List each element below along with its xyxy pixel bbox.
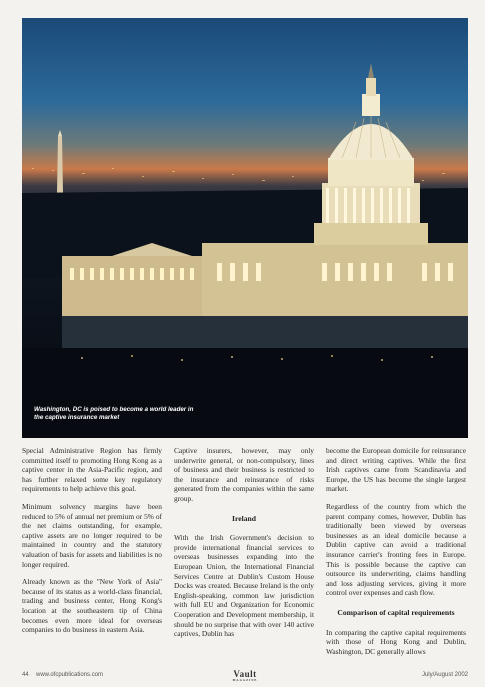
logo-text: Vault <box>233 669 257 679</box>
paragraph: Regardless of the country from which the parent company comes, however, Dublin has traditionally been viewed by overseas businesses as an ideal domicile because a Dublin captive can avoid a traditional insurance carrier's fronting fees in Europe. This is possible because the captive can outsource its underwriting, claims handling and loss adjusting services, giving it more control over expenses and cash flow. <box>326 501 466 598</box>
page-number: 44 <box>22 672 29 678</box>
section-heading-ireland: Ireland <box>232 513 256 523</box>
paragraph: Captive insurers, however, may only underwrite general, or non-compulsory, lines of business and their business is restricted to the insurance and reinsurance of risks generated from the companies within the same group. <box>174 446 314 503</box>
column-1 <box>22 446 162 664</box>
column-3 <box>326 446 466 664</box>
photo-caption: Washington, DC is poised to become a world leader in the captive insurance market <box>34 406 194 421</box>
article-body <box>22 446 468 664</box>
page-footer <box>22 669 468 684</box>
section-heading-capital: Comparison of capital requirements <box>337 607 455 617</box>
paragraph: Minimum solvency margins have been reduced to 5% of annual net premium or 5% of the net claims outstanding, for example, captive assets are no longer required to be maintained in country and the statutory valuation of basis for assets and liabilities is no longer required. <box>22 501 162 569</box>
column-2 <box>174 446 314 664</box>
paragraph: In comparing the captive capital requirements with those of Hong Kong and Dublin, Washington, DC generally allows <box>326 627 466 656</box>
paragraph: become the European domicile for reinsurance and direct writing captives. While the first Irish captives came from Scandinavia and Europe, the US has become the single largest market. <box>326 446 466 494</box>
vault-logo <box>227 669 263 682</box>
logo-subtext: MAGAZINE <box>232 678 258 682</box>
paragraph: Already known as the "New York of Asia" because of its status as a world-class financial, trading and business center, Hong Kong's location at the southeastern tip of China becomes even more ideal for overseas companies to do business in eastern Asia. <box>22 577 162 635</box>
issue-date: July/August 2002 <box>421 672 468 678</box>
publisher-url: www.ofcpublications.com <box>36 672 104 678</box>
capitol-illustration <box>22 18 468 438</box>
paragraph: With the Irish Government's decision to provide international financial services to overseas businesses expanding into the European Union, the International Financial Services Centre at Dublin's Custom House Docks was created. Because Ireland is the only English-speaking, common law jurisdiction with full EU and Organization for Economic Cooperation and Development membership, it should be no surprise that with over 140 active captives, Dublin has <box>174 533 314 639</box>
paragraph: Special Administrative Region has firmly committed itself to promoting Hong Kong as a captive center in the Asia-Pacific region, and has further relaxed some key regulatory requirements to help achieve this goal. <box>22 446 162 494</box>
capitol-night-photo <box>22 18 468 438</box>
